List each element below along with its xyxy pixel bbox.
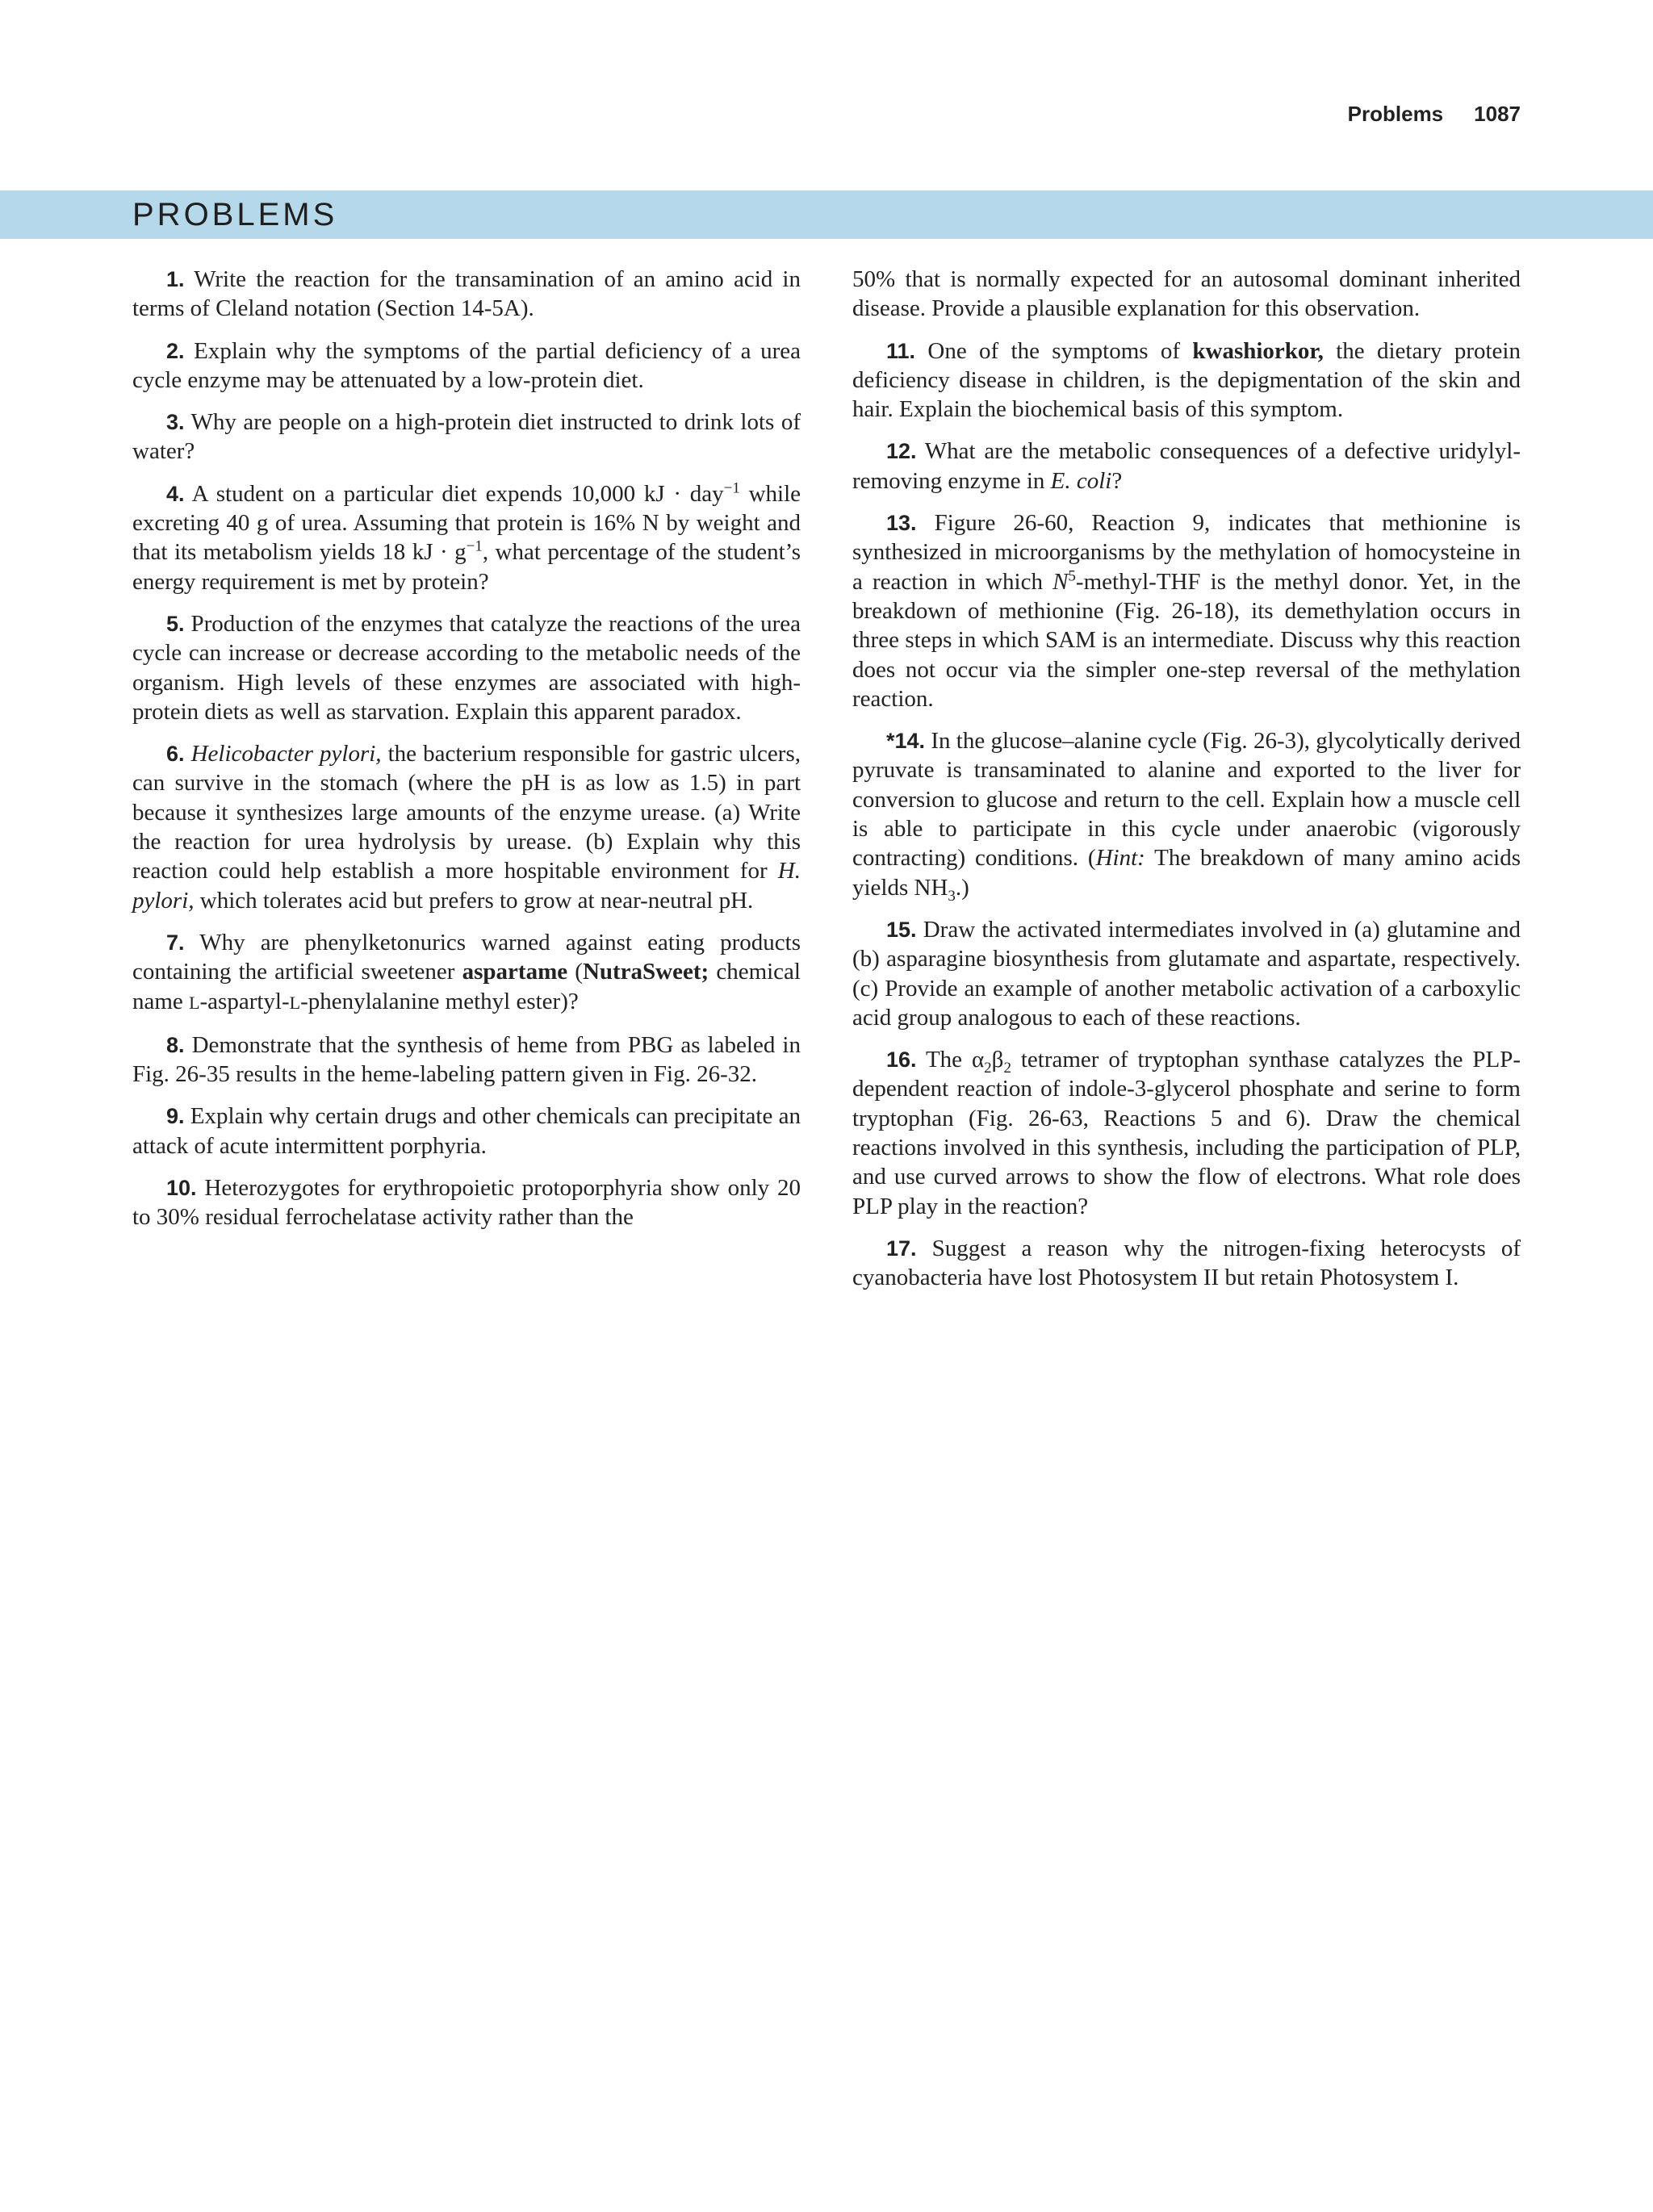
problem-number: 17. (886, 1236, 917, 1261)
problem-text: A student on a particular diet expends 10,000 kJ · day (191, 480, 724, 507)
problem-text: The α (925, 1047, 985, 1073)
superscript: 5 (1068, 567, 1076, 585)
problem-14 (852, 726, 1521, 905)
problem-2 (132, 337, 801, 395)
problem-number: 15. (886, 917, 917, 942)
problem-4 (132, 479, 801, 596)
problem-16 (852, 1045, 1521, 1221)
problem-number: 9. (166, 1104, 185, 1129)
problem-text: Figure 26-60, Reaction 9, indicates that methionine is synthesized in microorganisms by the methylation of homocysteine in a reaction in which (852, 510, 1521, 595)
problem-text: while excreting 40 g of urea. Assuming that protein is 16% N by weight and that its metabolism yields 18 kJ · g (132, 480, 801, 566)
small-caps: L (289, 992, 301, 1013)
problem-number: 2. (166, 338, 185, 363)
running-head-section: Problems (1347, 102, 1444, 126)
problem-number: 6. (166, 742, 185, 767)
running-head (1348, 102, 1521, 127)
problem-number: 7. (166, 930, 185, 955)
problem-text: β (991, 1047, 1004, 1073)
problem-9 (132, 1102, 801, 1160)
problem-text: Suggest a reason why the nitrogen-fixing heterocysts of cyanobacteria have lost Photosystem II but retain Photosystem I. (852, 1235, 1521, 1291)
problem-text: The breakdown of many amino acids yields NH (852, 845, 1521, 901)
problem-text: , what percentage of the student’s energy requirement is met by protein? (132, 539, 801, 595)
problem-7 (132, 928, 801, 1018)
problem-11 (852, 337, 1521, 424)
problem-text: -methyl-THF is the methyl donor. Yet, in the breakdown of methionine (Fig. 26-18), its demethylation occurs in three steps in which SAM is an intermediate. Discuss why this reaction does not occur via the simpler one-step reversal of the methylation reaction. (852, 568, 1521, 712)
page-number: 1087 (1474, 102, 1521, 126)
problem-text: Why are phenylketonurics warned against eating products containing the artificial sweetener (132, 929, 801, 985)
subscript: 2 (984, 1059, 992, 1077)
bold-term: aspartame (462, 959, 568, 985)
problem-number: 16. (886, 1047, 917, 1073)
problem-number: 10. (166, 1176, 197, 1201)
problem-text: -aspartyl- (199, 988, 290, 1014)
problem-text: Draw the activated intermediates involved in (a) glutamine and (b) asparagine biosynthesis from glutamate and aspartate, respectively. (c) Provide an example of another metabolic activation of a carboxylic acid group analogous to each of these reactions. (852, 916, 1521, 1031)
problem-text: Write the reaction for the transamination of an amino acid in terms of Cleland notation (Section 14-5A). (132, 266, 801, 322)
italic-symbol: N (1052, 568, 1069, 595)
problem-13 (852, 508, 1521, 713)
problem-text: the bacterium responsible for gastric ulcers, can survive in the stomach (where the pH is as low as 1.5) in part because it synthesizes large amounts of the enzyme urease. (a) Write the reaction for urea hydrolysis by urease. (b) Explain why this reaction could help establish a more hospitable environment for (132, 741, 801, 884)
problem-text: ? (1111, 467, 1123, 494)
organism-name: Helicobacter pylori, (190, 741, 382, 767)
problem-text: the dietary protein deficiency disease in children, is the depigmentation of the skin and hair. Explain the biochemical basis of this symptom. (852, 337, 1521, 423)
right-column (852, 265, 1521, 1306)
problem-text: Demonstrate that the synthesis of heme from PBG as labeled in Fig. 26-35 results in the heme-labeling pattern given in Fig. 26-32. (132, 1031, 801, 1088)
problem-text: Heterozygotes for erythropoietic protoporphyria show only 20 to 30% residual ferrochelatase activity rather than the (132, 1175, 801, 1231)
problem-text: ( (567, 959, 583, 985)
small-caps: L (189, 992, 200, 1013)
bold-term: kwashiorkor, (1192, 337, 1324, 364)
problem-text: -phenylalanine methyl ester)? (300, 988, 579, 1014)
superscript: −1 (723, 479, 740, 497)
problem-6 (132, 739, 801, 915)
problem-text: In the glucose–alanine cycle (Fig. 26-3), glycolytically derived pyruvate is transaminated to alanine and exported to the liver for conversion to glucose and return to the cell. Explain how a muscle cell is able to participate in this cycle under anaerobic (vigorously contracting) conditions. ( (852, 728, 1521, 872)
section-band (0, 190, 1653, 239)
superscript: −1 (466, 537, 483, 555)
subscript: 3 (948, 887, 956, 905)
problem-number: 3. (166, 410, 185, 435)
problem-number: 12. (886, 439, 917, 464)
problem-15 (852, 915, 1521, 1032)
problem-3 (132, 408, 801, 466)
problem-text: Production of the enzymes that catalyze the reactions of the urea cycle can increase or decrease according to the metabolic needs of the organism. High levels of these enzymes are associated with high-protein diets as well as starvation. Explain this apparent paradox. (132, 610, 801, 725)
problem-1 (132, 265, 801, 324)
problem-5 (132, 609, 801, 726)
problem-number: 8. (166, 1032, 185, 1057)
problem-number: 4. (166, 481, 185, 506)
problem-8 (132, 1031, 801, 1089)
organism-name: H. pylori, (132, 858, 801, 914)
problem-number: 11. (886, 338, 916, 363)
problem-text: chemical name (132, 959, 801, 1014)
subscript: 2 (1003, 1059, 1011, 1077)
problem-text: Explain why the symptoms of the partial deficiency of a urea cycle enzyme may be attenuated by a low-protein diet. (132, 337, 801, 393)
problem-text: tetramer of tryptophan synthase catalyzes the PLP-dependent reaction of indole-3-glycerol phosphate and serine to form tryptophan (Fig. 26-63, Reactions 5 and 6). Draw the chemical reactions involved in this synthesis, including the participation of PLP, and use curved arrows to show the flow of electrons. What role does PLP play in the reaction? (852, 1047, 1521, 1219)
problem-17 (852, 1234, 1521, 1293)
problem-text: Why are people on a high-protein diet instructed to drink lots of water? (132, 409, 801, 465)
problem-number: 1. (166, 267, 185, 291)
problem-text: .) (955, 874, 969, 901)
problem-text: One of the symptoms of (927, 337, 1193, 364)
problem-12 (852, 437, 1521, 496)
problem-number: 13. (886, 511, 917, 536)
organism-name: E. coli (1050, 467, 1112, 494)
problem-10-continued (852, 265, 1521, 324)
problem-number: 5. (166, 611, 185, 636)
hint-label: Hint: (1095, 845, 1145, 872)
section-title: PROBLEMS (132, 197, 338, 232)
left-column (132, 265, 801, 1245)
problem-text: 50% that is normally expected for an autosomal dominant inherited disease. Provide a plausible explanation for this observation. (852, 266, 1521, 322)
problem-text: which tolerates acid but prefers to grow at near-neutral pH. (194, 887, 754, 914)
problem-10 (132, 1173, 801, 1232)
problem-text: What are the metabolic consequences of a defective uridylyl-removing enzyme in (852, 438, 1521, 494)
problem-text: Explain why certain drugs and other chemicals can precipitate an attack of acute intermittent porphyria. (132, 1103, 801, 1159)
problem-number: *14. (886, 729, 926, 754)
bold-term: NutraSweet; (582, 959, 709, 985)
